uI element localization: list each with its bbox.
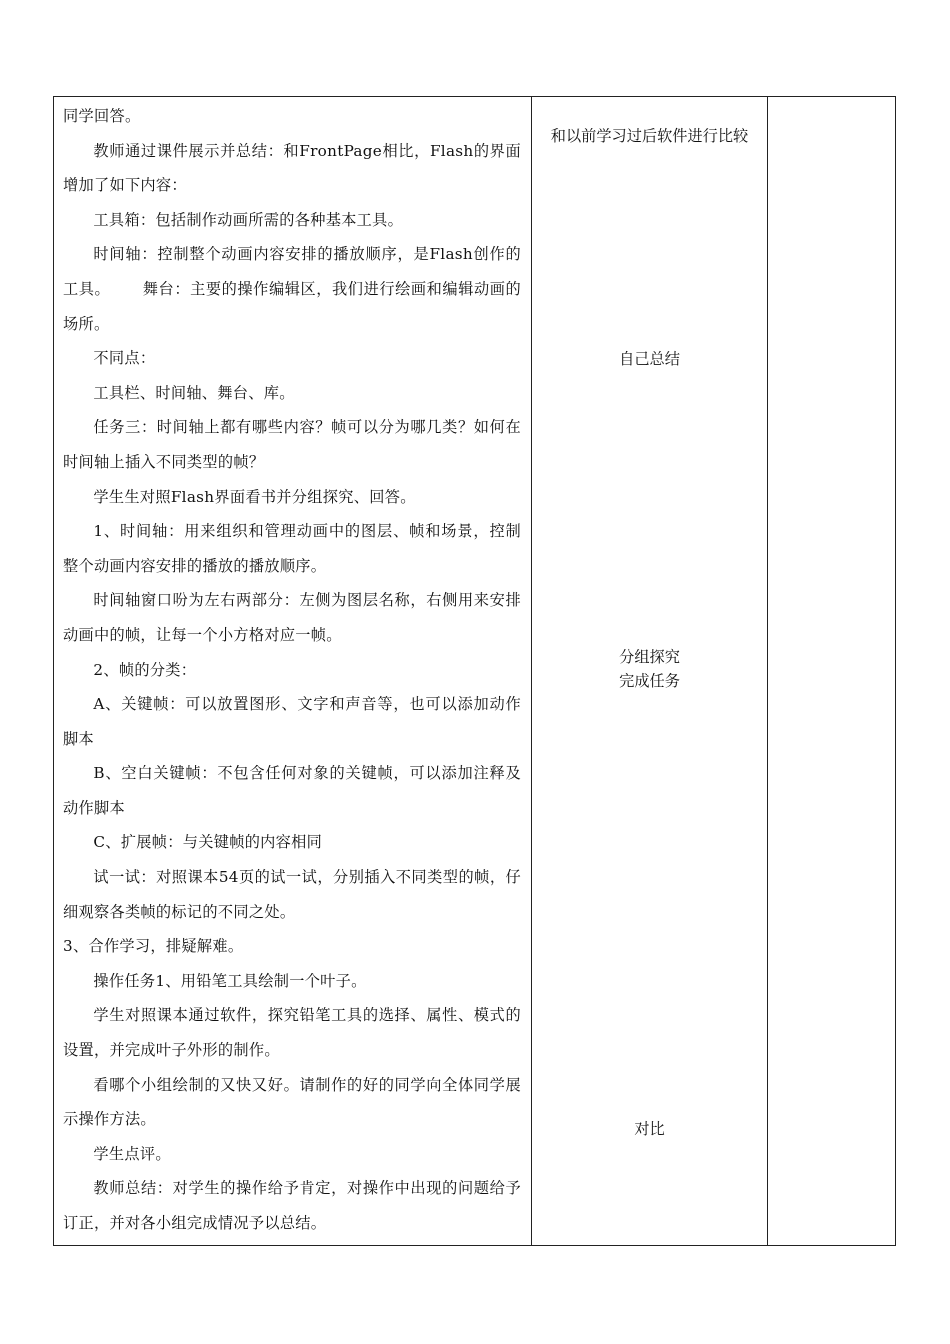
lesson-plan-table <box>53 96 896 1246</box>
design-intent-notes <box>532 97 767 1245</box>
paragraph: 教师通过课件展示并总结：和FrontPage相比，Flash的界面增加了如下内容： <box>63 141 521 195</box>
paragraph: 教师总结：对学生的操作给予肯定，对操作中出现的问题给予订正，并对各小组完成情况予以总结。 <box>63 1179 521 1232</box>
note-group-task <box>546 645 753 693</box>
teaching-process-cell <box>54 97 532 1246</box>
paragraph: 工具箱：包括制作动画所需的各种基本工具。 <box>93 210 404 229</box>
note-contrast: 对比 <box>634 1120 665 1138</box>
paragraph: 学生对照课本通过软件，探究铅笔工具的选择、属性、模式的设置，并完成叶子外形的制作。 <box>63 1006 521 1060</box>
paragraph: A、关键帧：可以放置图形、文字和声音等，也可以添加动作脚本 <box>63 695 521 748</box>
paragraph: 试一试：对照课本54页的试一试，分别插入不同类型的帧，仔细观察各类帧的标记的不同之处。 <box>63 868 521 921</box>
paragraph: 时间轴窗口吩为左右两部分：左侧为图层名称，右侧用来安排动画中的帧，让每一个小方格对应一帧。 <box>63 591 521 644</box>
paragraph: 1、时间轴：用来组织和管理动画中的图层、帧和场景，控制整个动画内容安排的播放的播放顺序。 <box>63 522 521 575</box>
note-group-line-2: 完成任务 <box>619 672 680 690</box>
note-group-line-1: 分组探究 <box>619 648 680 666</box>
design-intent-cell <box>532 97 768 1246</box>
paragraph: 2、帧的分类： <box>93 660 197 679</box>
paragraph: 看哪个小组绘制的又快又好。请制作的好的同学向全体同学展示操作方法。 <box>63 1075 521 1129</box>
paragraph: 学生点评。 <box>93 1144 171 1163</box>
paragraph: 3、合作学习，排疑解难。 <box>63 937 244 956</box>
paragraph: 任务三：时间轴上都有哪些内容？帧可以分为哪几类？如何在时间轴上插入不同类型的帧？ <box>63 418 521 471</box>
paragraph: C、扩展帧：与关键帧的内容相同 <box>93 833 323 852</box>
paragraph: 同学回答。 <box>63 107 141 125</box>
note-self-summary: 自己总结 <box>619 350 680 368</box>
paragraph: 操作任务1、用铅笔工具绘制一个叶子。 <box>93 971 367 990</box>
table-row <box>54 97 896 1246</box>
paragraph: 时间轴：控制整个动画内容安排的播放顺序，是Flash创作的工具。 舞台：主要的操作编辑区，我们进行绘画和编辑动画的场所。 <box>63 245 521 333</box>
paragraph: 学生生对照Flash界面看书并分组探究、回答。 <box>93 487 416 506</box>
note-compare: 和以前学习过后软件进行比较 <box>550 127 749 145</box>
remarks-cell <box>768 97 896 1246</box>
paragraph: 不同点： <box>93 349 156 368</box>
paragraph: B、空白关键帧：不包含任何对象的关键帧，可以添加注释及动作脚本 <box>63 764 521 817</box>
paragraph: 工具栏、时间轴、舞台、库。 <box>93 383 295 402</box>
teaching-process-text <box>54 97 531 1241</box>
